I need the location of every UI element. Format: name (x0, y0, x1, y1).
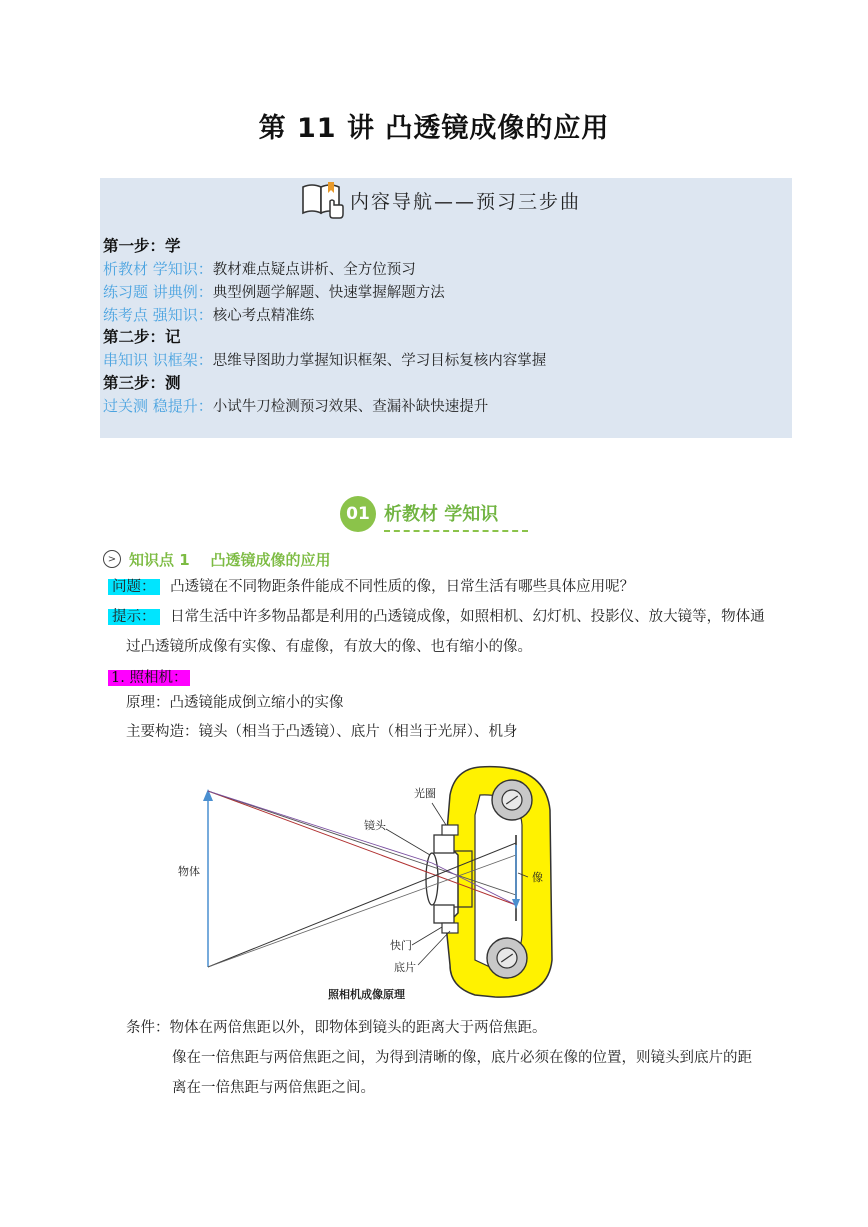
camera-label: 1. 照相机： (108, 670, 190, 686)
step-item-desc: 教材难点疑点讲析、全方位预习 (212, 262, 416, 278)
step-item-label: 练考点 强知识： (103, 306, 213, 324)
step-3-item-1 (103, 396, 488, 417)
film-label: 底片 (394, 961, 416, 974)
book-pointer-icon (300, 181, 346, 219)
question-line (108, 577, 634, 597)
aperture-label: 光圈 (414, 787, 436, 800)
camera-imaging-diagram (150, 755, 570, 1005)
step-1-item-3 (103, 305, 314, 326)
hint-line-1 (108, 607, 765, 627)
hint-line-2: 过凸透镜所成像有实像、有虚像，有放大的像、也有缩小的像。 (126, 639, 532, 655)
question-text: 凸透镜在不同物距条件能成不同性质的像，日常生活有哪些具体应用呢？ (170, 579, 635, 595)
step-1-heading: 第一步：学 (103, 237, 181, 255)
shutter-label: 快门 (390, 939, 412, 952)
hint-text: 日常生活中许多物品都是利用的凸透镜成像，如照相机、幻灯机、投影仪、放大镜等，物体通 (170, 609, 765, 625)
step-3-heading: 第三步：测 (103, 374, 181, 392)
step-item-label: 串知识 识框架： (103, 351, 213, 369)
object-arrow (203, 789, 213, 967)
navigation-heading (300, 180, 600, 220)
camera-structure: 主要构造：镜头（相当于凸透镜）、底片（相当于光屏）、机身 (126, 724, 518, 740)
condition-line-3: 离在一倍焦距与两倍焦距之间。 (172, 1080, 375, 1096)
object-label: 物体 (178, 865, 200, 878)
step-item-desc: 典型例题学解题、快速掌握解题方法 (212, 285, 445, 301)
condition-line-2: 像在一倍焦距与两倍焦距之间，为得到清晰的像，底片必须在像的位置，则镜头到底片的距 (172, 1050, 752, 1066)
film-roller-top (492, 780, 532, 820)
step-item-desc: 思维导图助力掌握知识框架、学习目标复核内容掌握 (212, 353, 547, 369)
arrow-circle-icon: > (103, 550, 121, 568)
section-number: 01 (340, 496, 376, 532)
section-underline (384, 530, 528, 532)
step-item-desc: 小试牛刀检测预习效果、查漏补缺快速提升 (212, 399, 489, 415)
section-title: 析教材 学知识 (384, 504, 499, 525)
step-item-label: 练习题 讲典例： (103, 283, 213, 301)
knowledge-point-title: 知识点 1 凸透镜成像的应用 (129, 550, 331, 569)
page-title: 第 11 讲 凸透镜成像的应用 (258, 113, 610, 144)
step-1-item-2 (103, 282, 445, 303)
knowledge-point-header (103, 548, 331, 570)
step-item-label: 过关测 稳提升： (103, 397, 213, 415)
diagram-caption: 照相机成像原理 (328, 988, 405, 1001)
step-2-item-1 (103, 350, 546, 371)
step-1-item-1 (103, 259, 416, 280)
question-label: 问题： (108, 579, 160, 595)
section-badge (340, 496, 530, 536)
condition-line-1: 条件：物体在两倍焦距以外，即物体到镜头的距离大于两倍焦距。 (126, 1020, 547, 1036)
step-2-heading: 第二步：记 (103, 328, 181, 346)
image-label: 像 (532, 871, 543, 884)
film-roller-bottom (487, 938, 527, 978)
step-item-desc: 核心考点精准练 (212, 308, 315, 324)
navigation-heading-text: 内容导航——预习三步曲 (350, 190, 582, 213)
lens-label: 镜头 (364, 819, 386, 832)
step-item-label: 析教材 学知识： (103, 260, 213, 278)
camera-heading (108, 668, 190, 688)
hint-label: 提示： (108, 609, 160, 625)
camera-principle: 原理：凸透镜能成倒立缩小的实像 (126, 695, 344, 711)
